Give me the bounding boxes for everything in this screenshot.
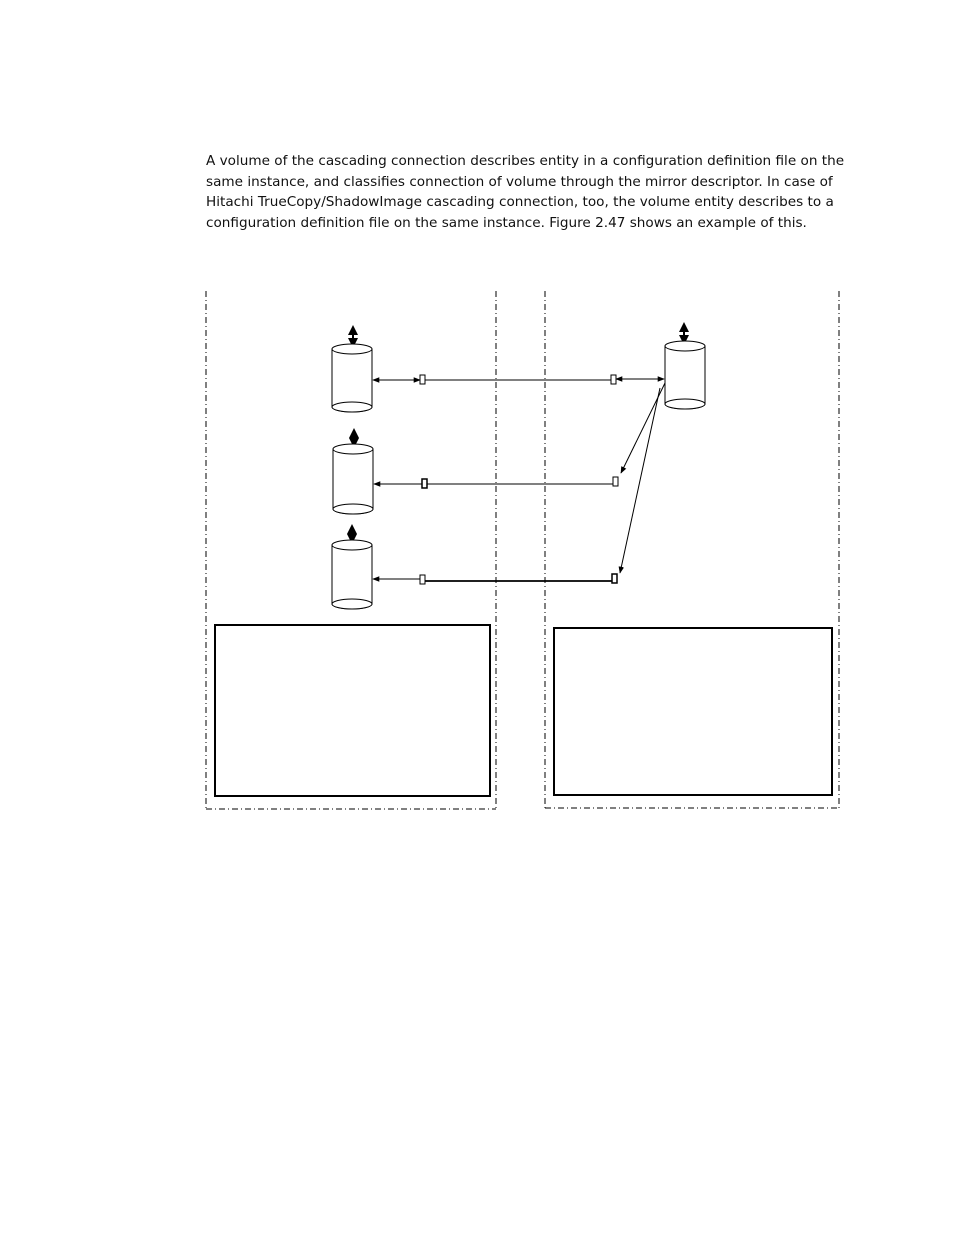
right-config-file-box bbox=[554, 628, 832, 795]
left-config-file-box bbox=[215, 625, 490, 796]
mirror-descriptor-port bbox=[611, 375, 616, 384]
mirror-descriptor-port bbox=[613, 477, 618, 486]
pair-link-1 bbox=[373, 375, 664, 384]
left-volume-3 bbox=[332, 526, 372, 609]
mirror-descriptor-port bbox=[612, 574, 617, 583]
left-volume-2 bbox=[333, 430, 373, 514]
mirror-descriptor-port bbox=[420, 375, 425, 384]
body-paragraph: A volume of the cascading connection describes entity in a configuration definition file on the same instance, and classifies connection of volume through the mirror descriptor. In case of Hitachi TrueCopy/ShadowImage cascading connection, too, the volume entity describes to a configuration definition file on the same instance. Figure 2.47 shows an example of this. bbox=[206, 153, 845, 231]
mirror-descriptor-port bbox=[420, 575, 425, 584]
mirror-descriptor-port bbox=[422, 479, 427, 488]
right-volume-1 bbox=[665, 324, 705, 409]
left-volume-1 bbox=[332, 327, 372, 412]
pair-link-2 bbox=[374, 383, 665, 488]
